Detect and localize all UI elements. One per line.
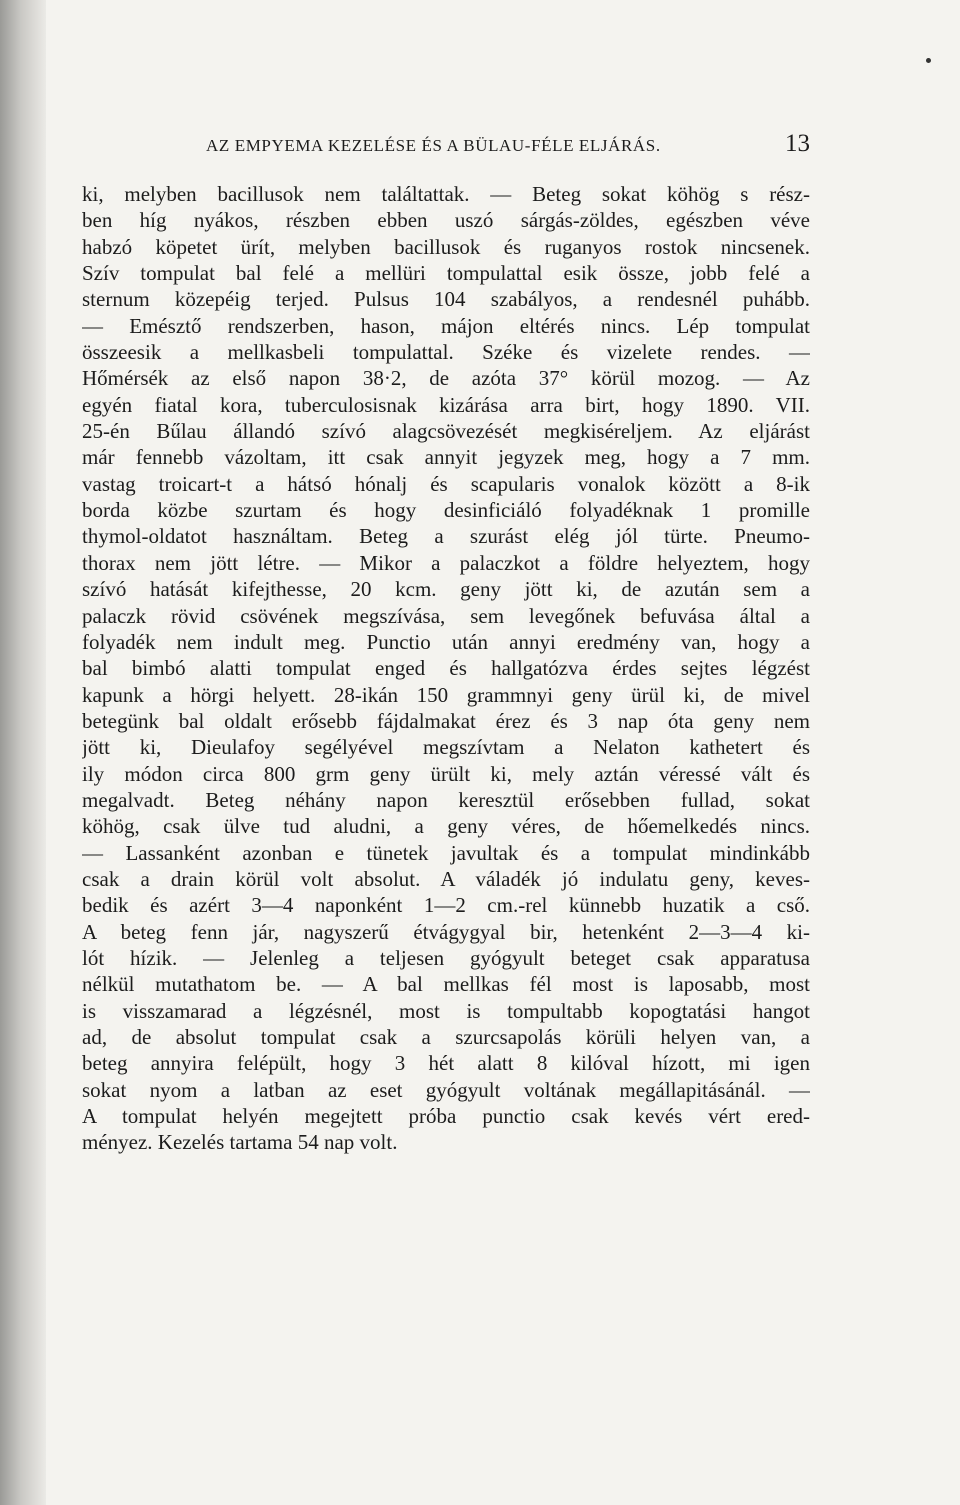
text-line: — Emésztő rendszerben, hason, májon eltérés nincs. Lép tompulat [82,313,810,338]
text-line: palaczk rövid csövének megszívása, sem levegőnek befuvása által a [82,603,810,628]
text-line: Hőmérsék az első napon 38·2, de azóta 37° körül mozog. — Az [82,366,810,391]
page-number: 13 [785,130,810,157]
text-line: ben híg nyákos, részben ebben uszó sárgás-zöldes, egészben véve [82,208,810,233]
text-line: habzó köpetet ürít, melyben bacillusok és ruganyos rostok nincsenek. [82,234,810,259]
text-line: egyén fiatal kora, tuberculosisnak kizárása arra birt, hogy 1890. VII. [82,392,810,417]
text-line: betegünk bal oldalt erősebb fájdalmakat érez és 3 nap óta geny nem [82,708,810,733]
text-line: megalvadt. Beteg néhány napon keresztül erősebben fullad, sokat [82,787,810,812]
text-line: vastag troicart-t a hátsó hónalj és scapularis vonalok között a 8-ik [82,471,810,496]
text-line: bal bimbó alatti tompulat enged és hallgatózva érdes sejtes légzést [82,656,810,681]
text-line: kapunk a hörgi helyett. 28-ikán 150 grammnyi geny ürül ki, de mivel [82,682,810,707]
print-speck [926,58,931,63]
text-line: beteg annyira felépült, hogy 3 hét alatt 8 kilóval hízott, mi igen [82,1051,810,1076]
text-line: szívó hatását kifejthesse, 20 kcm. geny jött ki, de azután sem a [82,577,810,602]
text-line: ad, de absolut tompulat csak a szurcsapolás körüli helyen van, a [82,1025,810,1049]
text-line: sokat nyom a latban az eset gyógyult voltának megállapitásánál. — [82,1077,810,1102]
text-line: már fennebb vázoltam, itt csak annyit jegyzek meg, hogy a 7 mm. [82,445,810,470]
text-line: összeesik a mellkasbeli tompulattal. Széke és vizelete rendes. — [82,340,810,365]
text-line: nélkül mutathatom be. — A bal mellkas fél most is laposabb, most [82,972,810,997]
text-line: csak a drain körül volt absolut. A váladék jó indulatu geny, keves- [82,866,810,891]
text-line: 25-én Bűlau állandó szívó alagcsövezését megkiséreljem. Az eljárást [82,419,810,444]
text-line: thorax nem jött létre. — Mikor a palaczkot a földre helyeztem, hogy [82,550,810,575]
running-head: AZ EMPYEMA KEZELÉSE ÉS A BÜLAU-FÉLE ELJÁRÁS. [206,136,661,155]
text-line: köhög, csak ülve tud aludni, a geny véres, de hőemelkedés nincs. [82,814,810,839]
text-line: bedik és azért 3—4 naponként 1—2 cm.-rel künnebb huzatik a cső. [82,893,810,918]
text-line: thymol-oldatot használtam. Beteg a szurást elég jól türte. Pneumo- [82,524,810,549]
page-binding-shadow [0,0,46,1505]
text-line: folyadék nem indult meg. Punctio után annyi eredmény van, hogy a [82,629,810,654]
body-text [82,181,810,1156]
text-line: borda közbe szurtam és hogy desinficiáló folyadéknak 1 promille [82,498,810,523]
text-line: A tompulat helyén megejtett próba punctio csak kevés vért ered- [82,1104,810,1129]
text-line: jött ki, Dieulafoy segélyével megszívtam a Nelaton kathetert és [82,735,810,760]
text-line: ily módon circa 800 grm geny ürült ki, mely aztán véressé vált és [82,761,810,786]
text-line: sternum közepéig terjed. Pulsus 104 szabályos, a rendesnél puhább. [82,287,810,312]
page-header [82,130,810,160]
text-line: lót hízik. — Jelenleg a teljesen gyógyult beteget csak apparatusa [82,945,810,970]
text-line: — Lassanként azonban e tünetek javultak és a tompulat mindinkább [82,840,810,865]
text-line: A beteg fenn jár, nagyszerű étvágygyal bir, hetenként 2—3—4 ki- [82,919,810,944]
text-line: is visszamarad a légzésnél, most is tompultabb kopogtatási hangot [82,998,810,1023]
text-line: ki, melyben bacillusok nem találtattak. — Beteg sokat köhög s rész- [82,182,810,206]
text-line: ményez. Kezelés tartama 54 nap volt. [82,1130,398,1155]
text-line: Szív tompulat bal felé a mellüri tompulattal esik össze, jobb felé a [82,261,810,286]
